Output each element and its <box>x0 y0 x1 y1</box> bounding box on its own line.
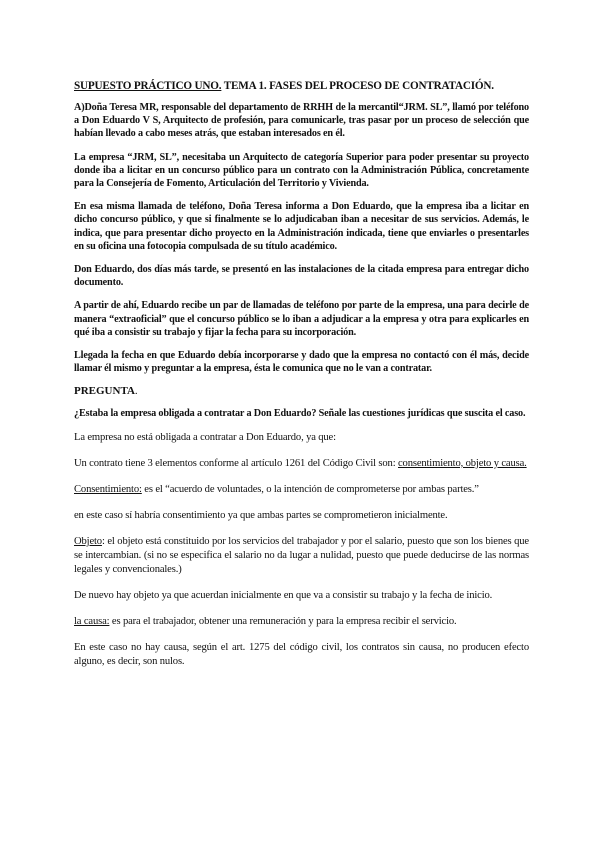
case-paragraph-5: A partir de ahí, Eduardo recibe un par de llamadas de teléfono por parte de la empresa, una para decirle de manera “extraoficial” que el concurso público se lo iban a adjudicar a la empresa y otra para explicarles en qué iba a consistir su trabajo y fijar la fecha para su incorporación. <box>74 300 529 338</box>
answer-7-text: es para el trabajador, obtener una remuneración y para la empresa recibir el servicio. <box>109 615 457 627</box>
answer-paragraph-4: en este caso sí habría consentimiento ya que ambas partes se comprometieron inicialmente. <box>74 509 448 521</box>
question-label: PREGUNTA <box>74 385 135 398</box>
answer-paragraph-2 <box>74 457 529 471</box>
answer-2-text: Un contrato tiene 3 elementos conforme al artículo 1261 del Código Civil son: <box>74 457 398 469</box>
case-paragraph-3: En esa misma llamada de teléfono, Doña Teresa informa a Don Eduardo, que la empresa iba a licitar en dicho concurso público, y que si finalmente se lo adjudicaban iban a necesitar de sus servicios. Además, le indica, que para presentar dicho proyecto en la Administración indicada, tiene que enviarles o presentarles en su oficina una fotocopia compulsada de su título académico. <box>74 201 529 252</box>
case-paragraph-6: Llegada la fecha en que Eduardo debía incorporarse y dado que la empresa no contactó con él más, decide llamar él mismo y preguntar a la empresa, ésta le comunica que no le van a contratar. <box>74 350 529 375</box>
answer-paragraph-5 <box>74 535 529 577</box>
causa-label: la causa: <box>74 615 110 627</box>
title-underlined: SUPUESTO PRÁCTICO UNO. <box>74 80 222 92</box>
question-text: ¿Estaba la empresa obligada a contratar a Don Eduardo? Señale las cuestiones jurídicas que suscita el caso. <box>74 408 526 420</box>
answer-5-text: : el objeto está constituido por los servicios del trabajador y por el salario, puesto que son los bienes que se intercambian. (si no se especifica el salario no da lugar a nulidad, puesto que puede deducirse de las normas legales y convencionales.) <box>74 535 529 575</box>
case-paragraph-2: La empresa “JRM, SL”, necesitaba un Arquitecto de categoría Superior para poder presentar su proyecto donde iba a licitar en un concurso público para un contrato con la Administración Pública, concretamente para la Consejería de Fomento, Articulación del Territorio y Vivienda. <box>74 151 529 190</box>
answer-paragraph-6: De nuevo hay objeto ya que acuerdan inicialmente en que va a consistir su trabajo y la fecha de inicio. <box>74 589 493 601</box>
answer-3-text: es el “acuerdo de voluntades, o la intención de comprometerse por ambas partes.” <box>141 483 479 495</box>
case-paragraph-1: A)Doña Teresa MR, responsable del departamento de RRHH de la mercantil“JRM. SL”, llamó por teléfono a Don Eduardo V S, Arquitecto de profesión, para comunicarle, tras pasar por un proceso de selección que habían llevado a cabo meses atrás, que estaban interesados en él. <box>74 102 529 140</box>
document-title <box>74 80 529 92</box>
answer-paragraph-3 <box>74 483 529 497</box>
question-heading <box>74 385 529 397</box>
answer-paragraph-7 <box>74 615 529 629</box>
case-paragraph-4: Don Eduardo, dos días más tarde, se presentó en las instalaciones de la citada empresa para entregar dicho documento. <box>74 264 529 289</box>
answer-paragraph-8: En este caso no hay causa, según el art. 1275 del código civil, los contratos sin causa, no producen efecto alguno, es decir, son nulos. <box>74 641 529 667</box>
document-body <box>74 80 529 681</box>
answer-2-underlined: consentimiento, objeto y causa. <box>398 457 527 469</box>
consentimiento-label: Consentimiento: <box>74 483 142 495</box>
title-rest: TEMA 1. FASES DEL PROCESO DE CONTRATACIÓN. <box>221 80 494 92</box>
objeto-label: Objeto <box>74 535 102 547</box>
answer-paragraph-1: La empresa no está obligada a contratar a Don Eduardo, ya que: <box>74 431 336 443</box>
question-dot: . <box>134 385 138 398</box>
